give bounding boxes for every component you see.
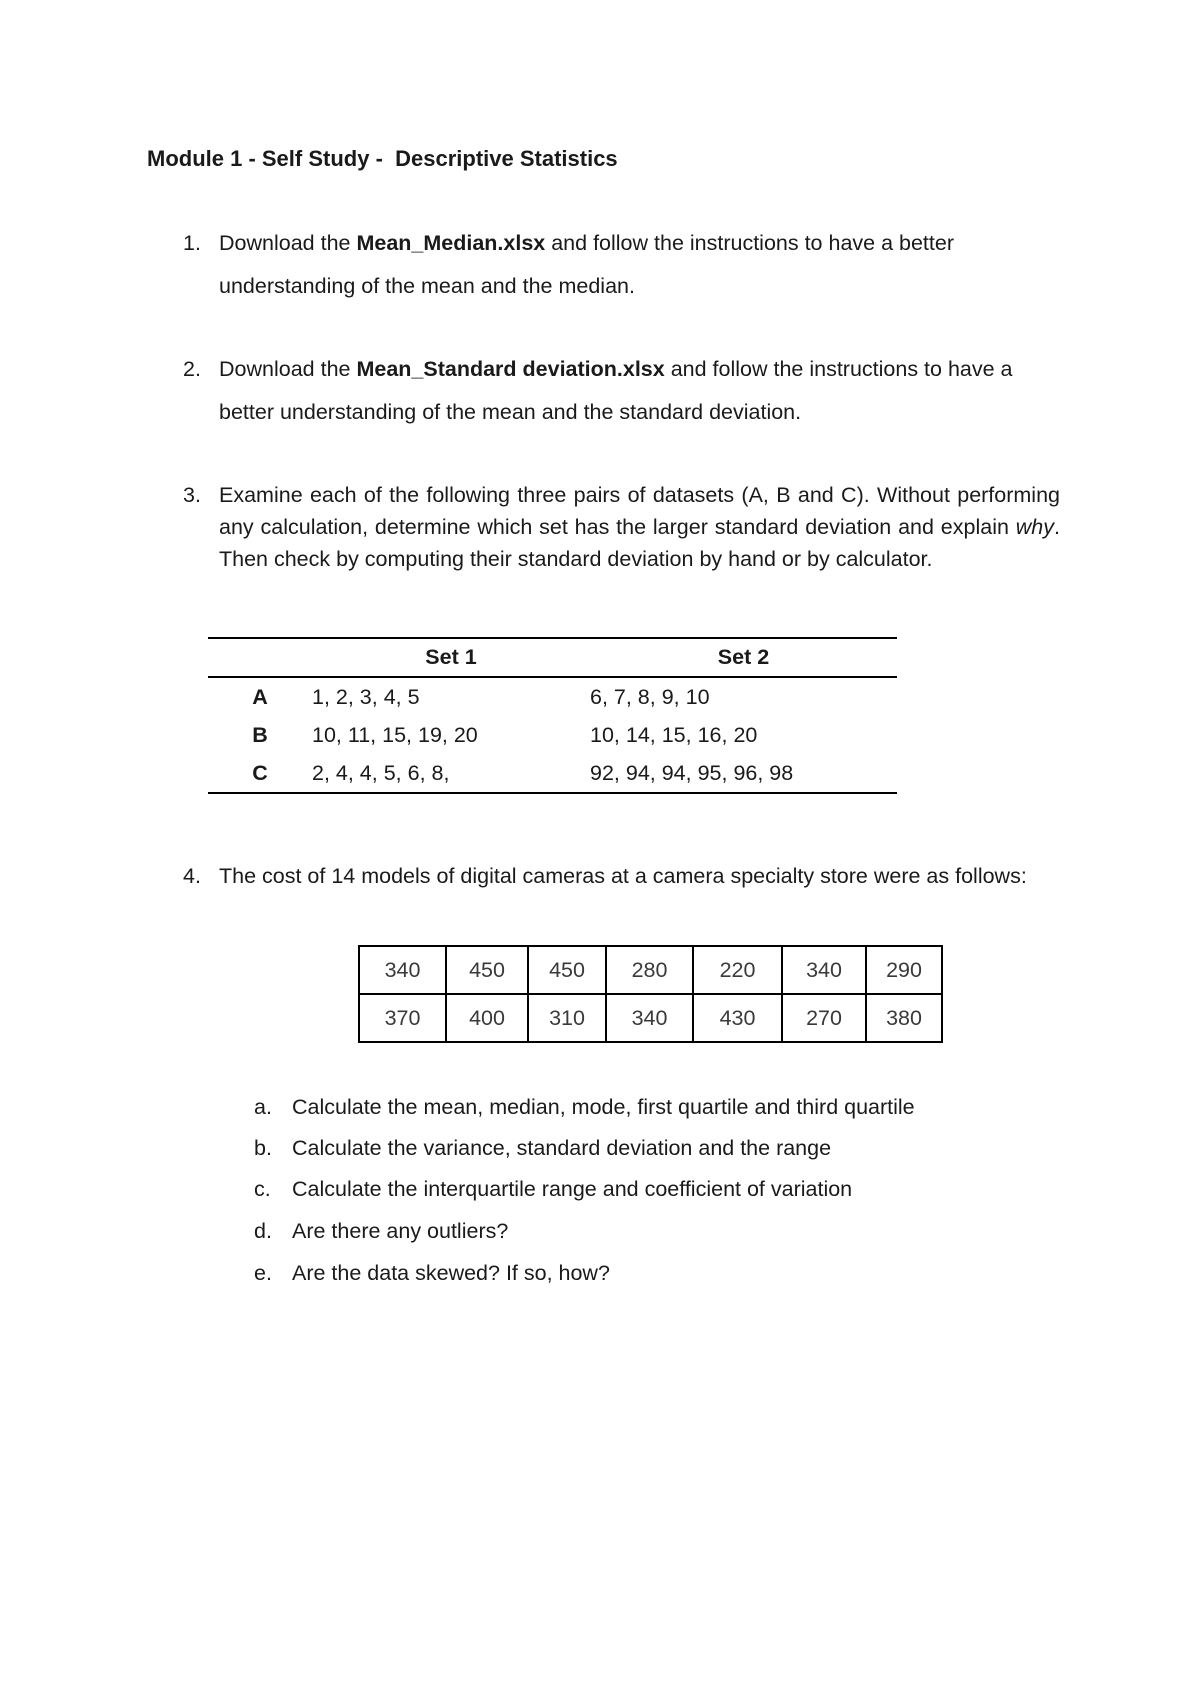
table-row <box>208 754 897 793</box>
subitem-text: Are there any outliers? <box>292 1219 509 1243</box>
table-cell: 370 <box>359 994 446 1042</box>
emphasis-text: why <box>1015 515 1055 539</box>
subitem-text: Calculate the variance, standard deviation and the range <box>292 1136 832 1160</box>
subitem-letter: b. <box>254 1136 272 1160</box>
table-cell: 450 <box>446 946 528 994</box>
table-cell: 10, 14, 15, 16, 20 <box>590 722 758 747</box>
question-3 <box>183 479 1060 575</box>
table-cell: 2, 4, 4, 5, 6, 8, <box>312 754 590 793</box>
file-name: Mean_Median.xlsx <box>356 231 546 255</box>
question-text: Download the Mean_Median.xlsx and follow the instructions to have a better understanding of the mean and the median. <box>219 231 954 298</box>
subitem-c <box>254 1168 852 1210</box>
subitem-b <box>254 1127 831 1169</box>
subitem-letter: e. <box>254 1261 272 1285</box>
table-cell: 1, 2, 3, 4, 5 <box>312 684 420 709</box>
table-cell: 310 <box>528 994 606 1042</box>
subitem-text: Are the data skewed? If so, how? <box>292 1261 610 1285</box>
table-header: Set 1 <box>312 638 590 677</box>
table-cell: 290 <box>866 946 942 994</box>
table-cell: 6, 7, 8, 9, 10 <box>590 684 710 709</box>
table-cell: 340 <box>606 994 693 1042</box>
subitem-text: Calculate the mean, median, mode, first quartile and third quartile <box>292 1095 915 1119</box>
table-cell: 400 <box>446 994 528 1042</box>
page-title: Module 1 - Self Study - Descriptive Statistics <box>147 146 618 171</box>
table-cell: 270 <box>782 994 866 1042</box>
subitem-text: Calculate the interquartile range and coefficient of variation <box>292 1177 853 1201</box>
table-cell: 450 <box>528 946 606 994</box>
datasets-table <box>208 637 897 794</box>
table-cell: 380 <box>866 994 942 1042</box>
camera-costs-table <box>358 945 943 1043</box>
row-label: A <box>252 684 268 709</box>
table-row <box>208 716 897 754</box>
table-cell: 340 <box>782 946 866 994</box>
subitem-a <box>254 1086 915 1128</box>
question-text: Download the Mean_Standard deviation.xlsx and follow the instructions to have a better understanding of the mean and the standard deviation. <box>219 357 1013 424</box>
table-cell: 220 <box>693 946 782 994</box>
table-cell: 340 <box>359 946 446 994</box>
question-text: The cost of 14 models of digital cameras at a camera specialty store were as follows: <box>219 864 1027 888</box>
subitem-letter: a. <box>254 1095 272 1119</box>
question-number: 1. <box>183 231 201 255</box>
subitem-d <box>254 1210 508 1252</box>
table-row <box>208 677 897 716</box>
table-header <box>208 638 312 677</box>
subitem-letter: d. <box>254 1219 272 1243</box>
table-cell: 280 <box>606 946 693 994</box>
table-cell: 92, 94, 94, 95, 96, 98 <box>590 754 897 793</box>
table-header-row <box>208 638 897 677</box>
file-name: Mean_Standard deviation.xlsx <box>356 357 665 381</box>
table-cell: 10, 11, 15, 19, 20 <box>312 722 478 747</box>
table-row <box>359 994 942 1042</box>
question-number: 4. <box>183 864 201 888</box>
row-label: B <box>252 722 268 747</box>
question-text: Examine each of the following three pairs of datasets (A, B and C). Without performing any calculation, determine which set has the larger standard deviation and explain why. Then check by computing their standard deviation by hand or by calculator. <box>219 483 1060 571</box>
question-number: 3. <box>183 483 201 507</box>
table-header: Set 2 <box>590 638 897 677</box>
subitem-letter: c. <box>254 1177 271 1201</box>
question-4 <box>183 855 1043 898</box>
subitem-e <box>254 1252 610 1294</box>
table-cell: 430 <box>693 994 782 1042</box>
question-number: 2. <box>183 357 201 381</box>
question-1 <box>183 222 1043 308</box>
table-row <box>359 946 942 994</box>
question-2 <box>183 348 1043 434</box>
row-label: C <box>208 754 312 793</box>
